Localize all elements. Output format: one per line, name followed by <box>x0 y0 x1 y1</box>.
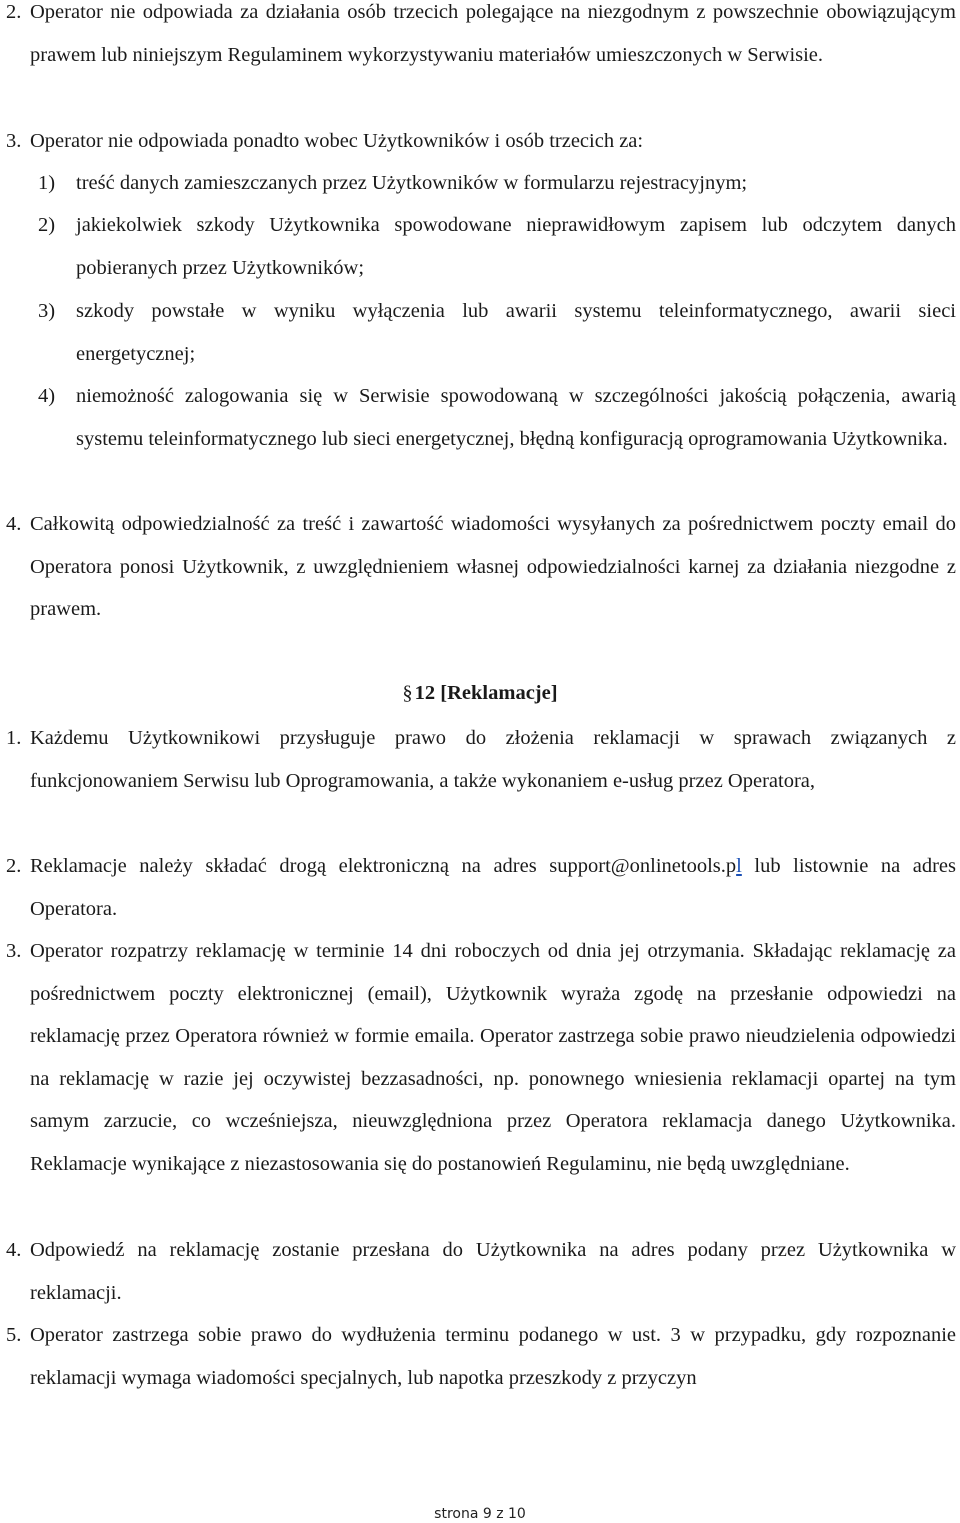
paragraph-text: Operator nie odpowiada za działania osób trzecich polegające na niezgodnym z powszechnie obowiązującym prawem lub niniejszym Regulaminem wykorzystywaniu materiałów umieszczonych w Serwisie. <box>30 1 956 66</box>
paragraph-number: 4. <box>6 513 22 535</box>
paragraph-12-5 <box>6 1314 956 1399</box>
paragraph-number: 5. <box>6 1324 22 1346</box>
section-heading-12 <box>0 672 960 714</box>
paragraph-12-2 <box>6 845 956 930</box>
paragraph-text: Operator nie odpowiada ponadto wobec Użytkowników i osób trzecich za: <box>30 130 644 152</box>
paragraph-text-part: lub listownie na adres Operatora. <box>30 855 956 920</box>
paragraph-text: Operator zastrzega sobie prawo do wydłużenia terminu podanego w ust. 3 w przypadku, gdy rozpoznanie reklamacji wymaga wiadomości specjalnych, lub napotka przeszkody z przyczyn <box>30 1324 956 1389</box>
section-sign: § <box>402 682 413 704</box>
section-title: 12 [Reklamacje] <box>414 682 558 704</box>
paragraph-11-3 <box>6 120 956 163</box>
paragraph-number: 2. <box>6 855 22 877</box>
list-item-number: 3) <box>38 300 56 322</box>
paragraph-text: Operator rozpatrzy reklamację w terminie 14 dni roboczych od dnia jej otrzymania. Składając reklamację za pośrednictwem poczty elektronicznej (email), Użytkownik wyraża zgodę na przesłanie odpowiedzi na reklamację przez Operatora również w formie emaila. Operator zastrzega sobie prawo nieudzielenia odpowiedzi na reklamację w razie jej oczywistej bezzasadności, np. ponownego wniesienia reklamacji opartej na tym samym zarzucie, co wcześniejsza, nieuwzględniona przez Operatora reklamacja danego Użytkownika. Reklamacje wynikające z niezastosowania się do postanowień Regulaminu, nie będą uwzględniane. <box>30 940 956 1175</box>
paragraph-text: Całkowitą odpowiedzialność za treść i zawartość wiadomości wysyłanych za pośrednictwem poczty email do Operatora ponosi Użytkownik, z uwzględnieniem własnej odpowiedzialności karnej za działania niezgodne z prawem. <box>30 513 956 620</box>
paragraph-number: 1. <box>6 727 22 749</box>
list-item-3 <box>38 290 956 375</box>
paragraph-12-4 <box>6 1229 956 1314</box>
list-item-number: 4) <box>38 385 56 407</box>
paragraph-number: 3. <box>6 940 22 962</box>
paragraph-text-part: Reklamacje należy składać drogą elektroniczną na adres support@onlinetools.p <box>30 855 737 877</box>
list-item-text: szkody powstałe w wyniku wyłączenia lub awarii systemu teleinformatycznego, awarii sieci energetycznej; <box>76 300 956 365</box>
paragraph-11-2 <box>6 0 956 76</box>
paragraph-number: 3. <box>6 130 22 152</box>
list-item-1 <box>38 162 956 205</box>
paragraph-12-1 <box>6 717 956 802</box>
paragraph-text: Odpowiedź na reklamację zostanie przesłana do Użytkownika na adres podany przez Użytkownika w reklamacji. <box>30 1239 956 1304</box>
paragraph-12-3 <box>6 930 956 1185</box>
paragraph-number: 2. <box>6 1 22 23</box>
paragraph-number: 4. <box>6 1239 22 1261</box>
list-item-4 <box>38 375 956 460</box>
paragraph-text <box>30 845 956 930</box>
paragraph-text: Każdemu Użytkownikowi przysługuje prawo do złożenia reklamacji w sprawach związanych z funkcjonowaniem Serwisu lub Oprogramowania, a także wykonaniem e-usług przez Operatora, <box>30 727 956 792</box>
email-link[interactable]: l <box>736 855 742 877</box>
list-item-text: treść danych zamieszczanych przez Użytkowników w formularzu rejestracyjnym; <box>76 172 748 194</box>
list-item-number: 1) <box>38 172 56 194</box>
page-number-footer: strona 9 z 10 <box>434 1506 526 1522</box>
list-item-text: jakiekolwiek szkody Użytkownika spowodowane nieprawidłowym zapisem lub odczytem danych pobieranych przez Użytkowników; <box>76 214 956 279</box>
list-item-text: niemożność zalogowania się w Serwisie spowodowaną w szczególności jakością połączenia, awarią systemu teleinformatycznego lub sieci energetycznej, błędną konfiguracją oprogramowania Użytkownika. <box>76 385 956 450</box>
paragraph-11-4 <box>6 503 956 631</box>
list-item-number: 2) <box>38 214 56 236</box>
list-item-2 <box>38 204 956 289</box>
